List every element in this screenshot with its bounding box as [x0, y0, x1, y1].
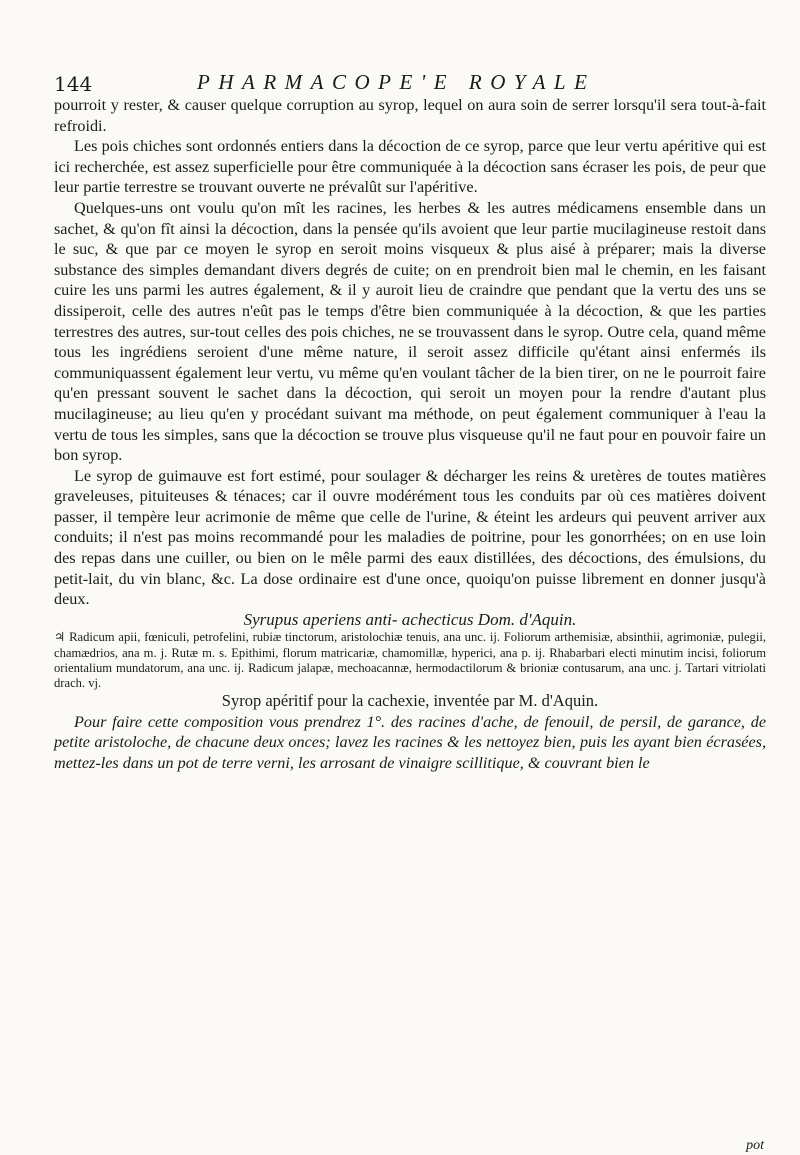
recipe-title-french: Syrop apéritif pour la cachexie, inventée par M. d'Aquin. [221, 691, 599, 711]
paragraph-guimauve: Le syrop de guimauve est fort estimé, pour soulager & décharger les reins & uretères de toutes matières graveleuses, pituiteuses & ténaces; car il ouvre modérément tous les conduits par où ces matières doivent passer, il tempère leur acrimonie de même que celle de l'urine, & éteint les ardeurs qui peuvent arriver aux conduits; il n'est pas moins recommandé pour les maladies de poitrine, pour les gonorrhées; on en use loin des repas dans une cuiller, ou bien on le mêle parmi des eaux distillées, des décoctions, des émulsions, du petit-lait, du vin blanc, &c. La dose ordinaire est d'une once, quoiqu'on puisse librement en donner jusqu'à deux. [54, 466, 766, 609]
running-title: PHARMACOPE'E ROYALE [197, 70, 596, 94]
recipe-heading: Syrupus aperiens anti- achecticus Dom. d'Aquin. [243, 609, 577, 629]
paragraph-pois-chiches: Les pois chiches sont ordonnés entiers dans la décoction de ce syrop, parce que leur vertu apéritive qui est ici recherchée, est assez superficielle pour être communiquée à la décoction sans écraser les pois, de peur que leur partie terrestre se trouvant ouverte ne prévalût sur l'apéritive. [54, 137, 766, 197]
paragraph-continuation: pourroit y rester, & causer quelque corruption au syrop, lequel on aura soin de serrer lorsqu'il sera tout-à-fait refroidi. [54, 96, 766, 135]
catchword: pot [746, 1138, 764, 1153]
page-number: 144 [54, 72, 93, 96]
recipe-ingredients: ♃ Radicum apii, fœniculi, petrofelini, rubiæ tinctorum, aristolochiæ tenuis, ana unc. ij. Foliorum arthemisiæ, absinthii, agrimoniæ, pulegii, chamædrios, ana m. j. Rutæ m. s. Epithimi, florum matricariæ, chamomillæ, hyperici, ana p. ij. Rhabarbari electi minutim incisi, foliorum orientalium mundatorum, ana unc. ij. Radicum jalapæ, mechoacannæ, hermodactilorum & brioniæ contusarum, ana unc. j. Tartari vitriolati drach. vj. [54, 630, 766, 691]
body-text [54, 95, 766, 774]
paragraph-sachet: Quelques-uns ont voulu qu'on mît les racines, les herbes & les autres médicamens ensemble dans un sachet, & qu'on fît ainsi la décoction, dans la pensée qu'ils avoient que leur partie mucilagineuse restoit dans le suc, & que par ce moyen le syrop en seroit moins visqueux & plus aisé à préparer; mais la diverse substance des simples demandant divers degrés de cuite; on en prendroit bien mal le chemin, en les faisant cuire les uns parmi les autres également, & il y auroit lieu de craindre que pendant que la vertu des uns se dissiperoit, celle des autres n'eût pas le temps d'être bien communiquée à la décoction, & que les parties terrestres des autres, sur-tout celles des pois chiches, ne se trouvassent dans le syrop. Outre cela, quand même tous les ingrédiens seroient d'une même nature, il seroit assez difficile qu'étant ainsi enfermés ils communiquassent également leur vertu, vu même qu'en voulant tâcher de la bien tirer, on ne le pourroit faire qu'en pressant souvent le sachet dans la décoction, qui seroit un moyen pour la rendre d'autant plus mucilagineuse; au lieu qu'en y procédant suivant ma méthode, on peut également communiquer à l'eau la vertu de tous les simples, sans que la décoction se trouve plus visqueuse qu'il ne faut pour en pouvoir faire un bon syrop. [54, 198, 766, 465]
preparation-instructions: Pour faire cette composition vous prendrez 1°. des racines d'ache, de fenouil, de persil, de garance, de petite aristoloche, de chacune deux onces; lavez les racines & les nettoyez bien, puis les ayant bien écrasées, mettez-les dans un pot de terre verni, les arrosant de vinaigre scillitique, & couvrant bien le [54, 712, 766, 773]
